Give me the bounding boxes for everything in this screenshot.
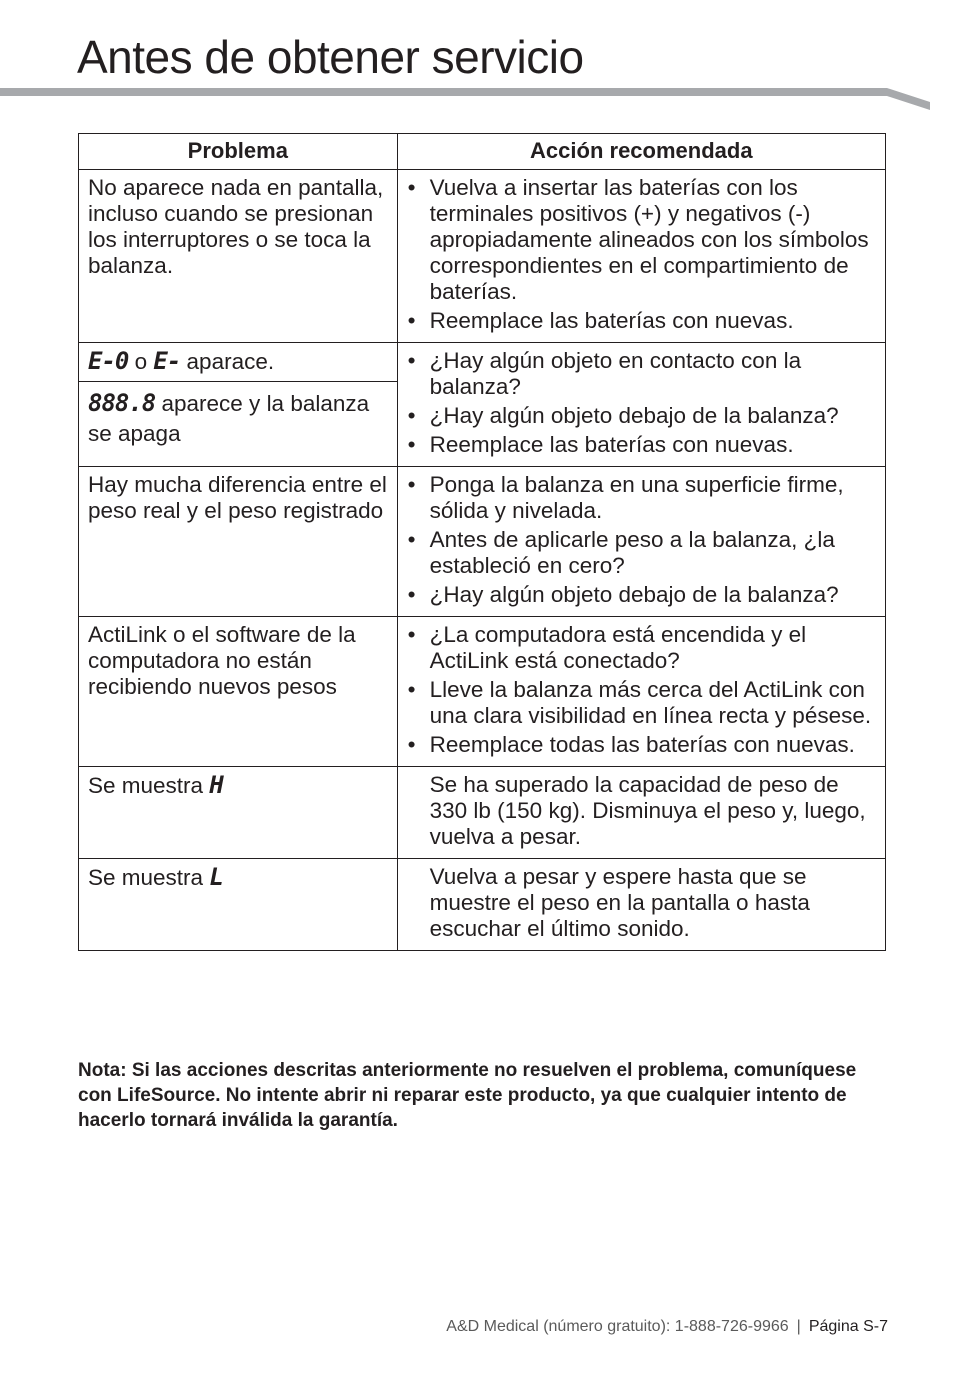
troubleshooting-table	[78, 133, 886, 951]
footer-separator: |	[796, 1318, 801, 1335]
action-item: • ¿Hay algún objeto debajo de la balanza?	[406, 403, 877, 429]
title-rule	[0, 86, 954, 114]
action-text: Se ha superado la capacidad de peso de 330 lb (150 kg). Disminuya el peso y, luego, vuelva a pesar.	[429, 772, 866, 849]
action-item: • Antes de aplicarle peso a la balanza, ¿la estableció en cero?	[406, 527, 877, 579]
column-header-action: Acción recomendada	[397, 134, 885, 170]
action-item: • Lleve la balanza más cerca del ActiLink con una clara visibilidad en línea recta y pésese.	[406, 677, 877, 729]
page-footer	[446, 1318, 888, 1336]
problem-text: Se muestra	[88, 865, 210, 890]
action-item: • ¿La computadora está encendida y el ActiLink está conectado?	[406, 622, 877, 674]
footer-contact: A&D Medical (número gratuito): 1-888-726-9966	[446, 1318, 789, 1335]
action-item: • ¿Hay algún objeto debajo de la balanza?	[406, 582, 877, 608]
problem-text: Hay mucha diferencia entre el peso real y el peso registrado	[88, 472, 387, 523]
page-number: Página S-7	[808, 1318, 888, 1335]
problem-cell	[79, 170, 398, 343]
action-cell	[397, 467, 885, 617]
problem-cell	[79, 767, 398, 859]
problem-text: aparece y la balanza se apaga	[88, 391, 370, 446]
action-list	[406, 622, 877, 758]
problem-text: ActiLink o el software de la computadora no están recibiendo nuevos pesos	[88, 622, 356, 699]
problem-text: aparace.	[180, 349, 275, 374]
page-title: Antes de obtener servicio	[77, 31, 584, 83]
lcd-code-888: 888.8	[88, 389, 156, 417]
table-row	[79, 767, 886, 859]
problem-joiner: o	[128, 349, 154, 374]
action-item: • Vuelva a insertar las baterías con los terminales positivos (+) y negativos (-) apropiadamente alineados con los símbolos correspondientes en el compartimiento de baterías.	[406, 175, 877, 305]
action-item: • Reemplace las baterías con nuevas.	[406, 308, 877, 334]
problem-text: No aparece nada en pantalla, incluso cuando se presionan los interruptores o se toca la balanza.	[88, 175, 384, 278]
action-item: • Reemplace todas las baterías con nuevas.	[406, 732, 877, 758]
action-item: • ¿Hay algún objeto en contacto con la balanza?	[406, 348, 877, 400]
action-text: Vuelva a pesar y espere hasta que se muestre el peso en la pantalla o hasta escuchar el último sonido.	[429, 864, 810, 941]
table-row	[79, 617, 886, 767]
action-cell	[397, 859, 885, 951]
problem-cell	[79, 859, 398, 951]
table-row	[79, 467, 886, 617]
problem-cell	[79, 617, 398, 767]
action-cell	[397, 343, 885, 467]
action-cell	[397, 767, 885, 859]
action-cell	[397, 170, 885, 343]
table-header-row	[79, 134, 886, 170]
lcd-code-e0: E-0	[88, 347, 129, 375]
lcd-code-e: E-	[153, 347, 181, 375]
action-list	[406, 348, 877, 458]
action-cell	[397, 617, 885, 767]
problem-text: Se muestra	[88, 773, 210, 798]
problem-cell	[79, 467, 398, 617]
action-item: • Reemplace las baterías con nuevas.	[406, 432, 877, 458]
table-row	[79, 343, 886, 467]
lcd-code-l: L	[209, 863, 223, 891]
problem-888	[79, 382, 397, 457]
lcd-code-h: H	[209, 771, 223, 799]
warranty-note: Nota: Si las acciones descritas anteriormente no resuelven el problema, comuníquese con LifeSource. No intente abrir ni reparar este producto, ya que cualquier intento de hacerlo tornará inválida la garantía.	[78, 1060, 857, 1131]
table-row	[79, 859, 886, 951]
action-list	[406, 175, 877, 334]
problem-cell	[79, 343, 398, 467]
problem-error-codes	[79, 343, 397, 382]
table-row	[79, 170, 886, 343]
column-header-problem: Problema	[79, 134, 398, 170]
action-item: • Ponga la balanza en una superficie firme, sólida y nivelada.	[406, 472, 877, 524]
action-list	[406, 472, 877, 608]
